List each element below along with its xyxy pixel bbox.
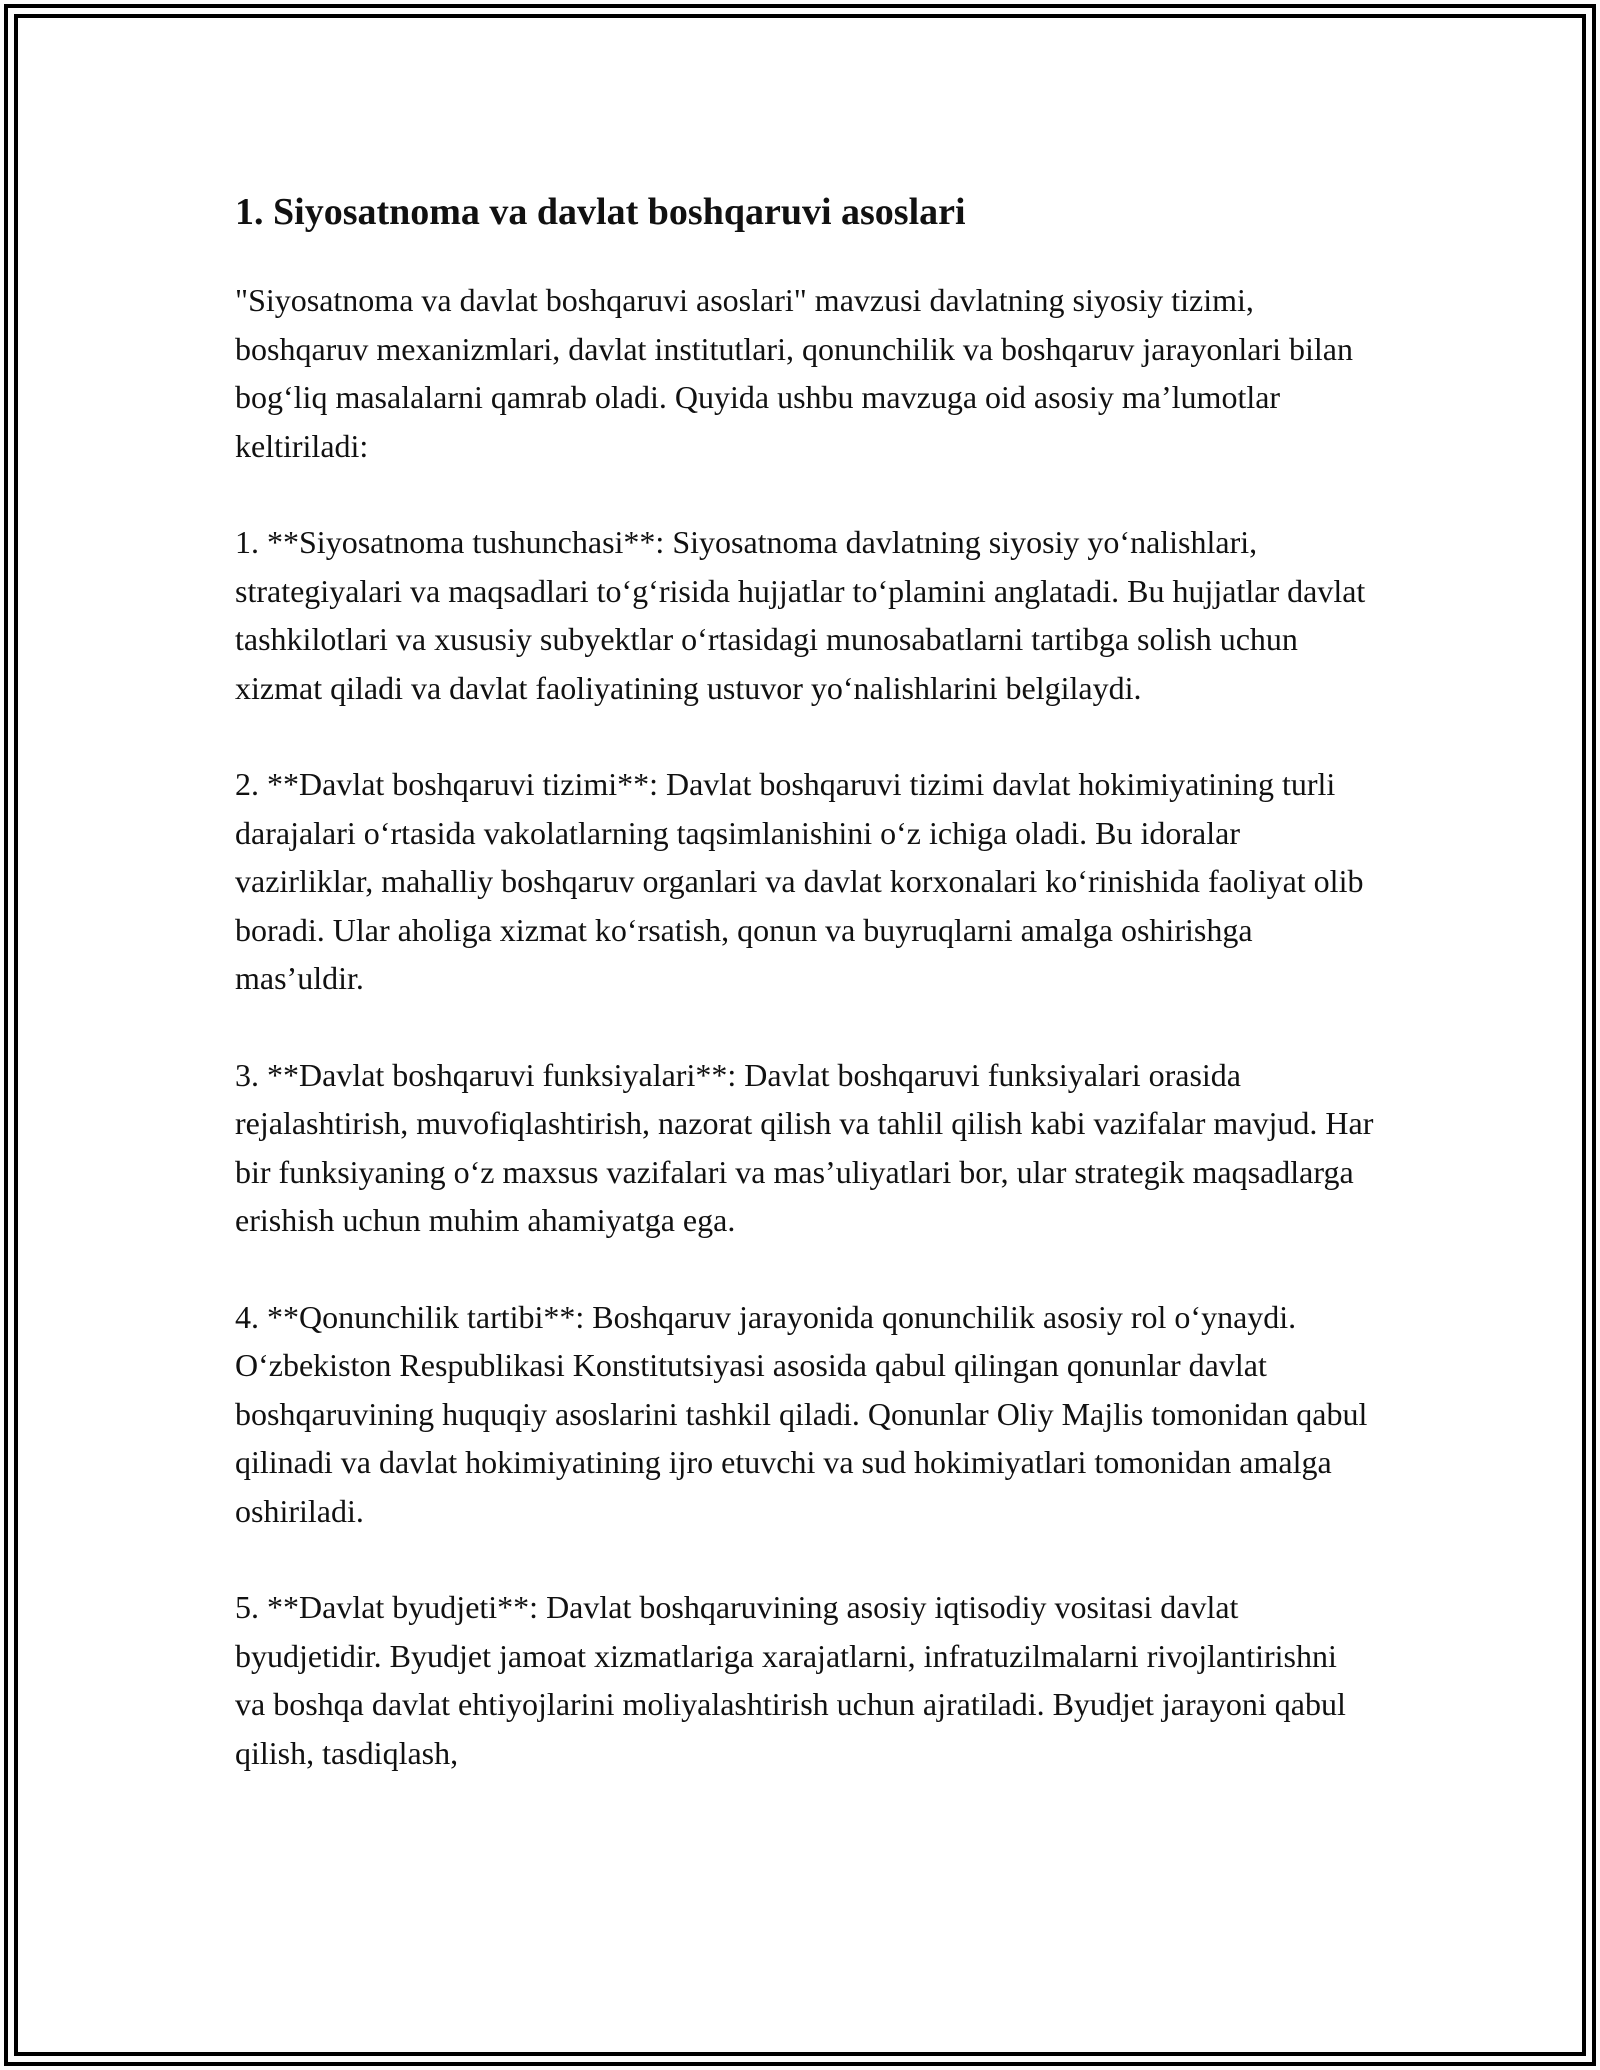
paragraph-siyosatnoma-tushunchasi: 1. **Siyosatnoma tushunchasi**: Siyosatnoma davlatning siyosiy yo‘nalishlari, strategiyalari va maqsadlari to‘g‘risida hujjatlar to‘plamini anglatadi. Bu hujjatlar davlat tashkilotlari va xususiy subyektlar o‘rtasidagi munosabatlarni tartibga solish uchun xizmat qiladi va davlat faoliyatining ustuvor yo‘nalishlarini belgilaydi. <box>235 524 1366 706</box>
paragraph-qonunchilik-tartibi: 4. **Qonunchilik tartibi**: Boshqaruv jarayonida qonunchilik asosiy rol o‘ynaydi. O‘zbekiston Respublikasi Konstitutsiyasi asosida qabul qilingan qonunlar davlat boshqaruvining huquqiy asoslarini tashkil qiladi. Qonunlar Oliy Majlis tomonidan qabul qilinadi va davlat hokimiyatining ijro etuvchi va sud hokimiyatlari tomonidan amalga oshiriladi. <box>235 1298 1368 1529</box>
paragraph-davlat-boshqaruvi-tizimi: 2. **Davlat boshqaruvi tizimi**: Davlat boshqaruvi tizimi davlat hokimiyatining turli darajalari o‘rtasida vakolatlarning taqsimlanishini o‘z ichiga oladi. Bu idoralar vazirliklar, mahalliy boshqaruv organlari va davlat korxonalari ko‘rinishida faoliyat olib boradi. Ular aholiga xizmat ko‘rsatish, qonun va buyruqlarni amalga oshirishga mas’uldir. <box>235 766 1364 996</box>
paragraph-davlat-boshqaruvi-funksiyalari: 3. **Davlat boshqaruvi funksiyalari**: Davlat boshqaruvi funksiyalari orasida rejalashtirish, muvofiqlashtirish, nazorat qilish va tahlil qilish kabi vazifalar mavjud. Har bir funksiyaning o‘z maxsus vazifalari va mas’uliyatlari bor, ular strategik maqsadlarga erishish uchun muhim ahamiyatga ega. <box>235 1056 1374 1238</box>
document-body <box>235 188 1375 1825</box>
paragraph-davlat-byudjeti: 5. **Davlat byudjeti**: Davlat boshqaruvining asosiy iqtisodiy vositasi davlat byudjetidir. Byudjet jamoat xizmatlariga xarajatlarni, infratuzilmalarni rivojlantirishni va boshqa davlat ehtiyojlarini moliyalashtirish uchun ajratiladi. Byudjet jarayoni qabul qilish, tasdiqlash, <box>235 1589 1346 1771</box>
document-title: 1. Siyosatnoma va davlat boshqaruvi asoslari <box>235 191 966 233</box>
intro-paragraph: "Siyosatnoma va davlat boshqaruvi asoslari" mavzusi davlatning siyosiy tizimi, boshqaruv mexanizmlari, davlat institutlari, qonunchilik va boshqaruv jarayonlari bilan bog‘liq masalalarni qamrab oladi. Quyida ushbu mavzuga oid asosiy ma’lumotlar keltiriladi: <box>235 282 1353 464</box>
